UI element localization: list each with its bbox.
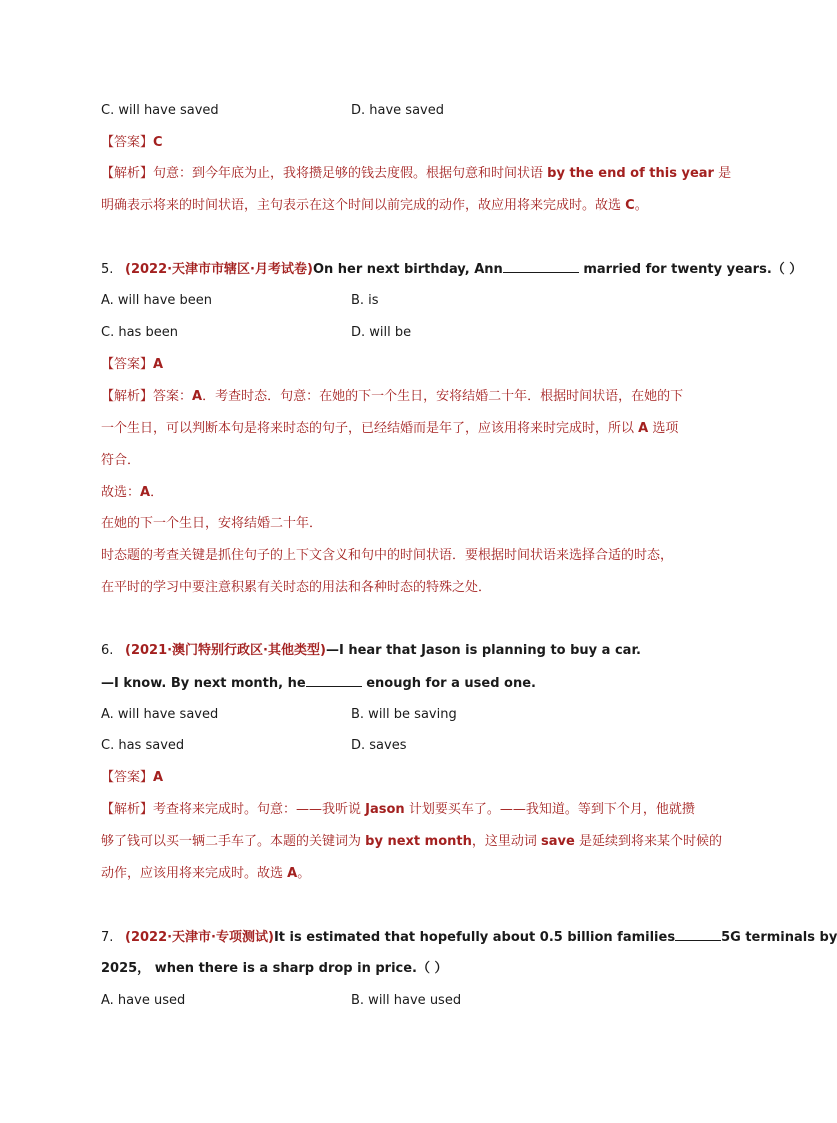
question-stem: —I know. By next month, he	[101, 676, 306, 691]
q5-option-d: D. will be	[351, 325, 412, 340]
question-stem: enough for a used one.	[361, 676, 536, 691]
analysis-text: 。	[297, 866, 311, 881]
analysis-text: 一个生日，可以判断本句是将来时态的句子，已经结婚而是年了，应该用将来时完成时，所以	[101, 421, 639, 436]
q7-option-b: B. will have used	[351, 993, 462, 1008]
q5-options-cd	[101, 324, 731, 342]
q7-stem-1	[101, 928, 837, 947]
q6-option-c: C. has saved	[101, 738, 185, 753]
q6-analysis-line-3	[101, 865, 731, 883]
analysis-label: 【解析】	[101, 802, 154, 817]
answer-blank	[503, 260, 579, 273]
q5-choice	[101, 484, 731, 502]
analysis-text: 句意：到今年底为止，我将攒足够的钱去度假。根据句意和时间状语	[153, 166, 548, 181]
analysis-keyword: by next month	[365, 834, 472, 849]
question-stem: It is estimated that hopefully about 0.5 billion families	[273, 930, 676, 945]
answer-label: 【答案】	[101, 770, 154, 785]
analysis-text: 计划要买车了。——我知道。等到下个月，他就攒	[404, 802, 695, 817]
question-number: 7.	[101, 930, 114, 945]
q6-option-d: D. saves	[351, 738, 407, 753]
analysis-text: 。	[634, 198, 648, 213]
analysis-keyword: save	[541, 834, 575, 849]
analysis-text: ，这里动词	[471, 834, 541, 849]
analysis-label: 【解析】	[101, 166, 154, 181]
q5-answer	[101, 356, 731, 374]
analysis-keyword: C	[625, 198, 635, 213]
q4-option-d: D. have saved	[351, 103, 444, 118]
analysis-text: 动作，应该用将来完成时。故选	[101, 866, 288, 881]
answer-value: A	[153, 357, 164, 372]
q5-analysis-line-2	[101, 420, 731, 438]
q6-options-ab	[101, 706, 731, 724]
q5-option-b: B. is	[351, 293, 379, 308]
analysis-keyword: A	[140, 485, 151, 500]
question-number: 6.	[101, 643, 114, 658]
q6-option-a: A. will have saved	[101, 707, 219, 722]
q6-answer	[101, 769, 731, 787]
analysis-keyword: A	[192, 389, 203, 404]
question-source: (2022·天津市·专项测试)	[125, 930, 274, 945]
question-source: (2022·天津市市辖区·月考试卷)	[125, 262, 313, 277]
q5-options-ab	[101, 292, 731, 310]
answer-value: A	[153, 770, 164, 785]
answer-value: C	[153, 135, 163, 150]
analysis-text: 在她的下一个生日，安将结婚二十年．	[101, 516, 323, 531]
q5-option-a: A. will have been	[101, 293, 213, 308]
q6-option-b: B. will be saving	[351, 707, 457, 722]
analysis-text: 是延续到将来某个时候的	[574, 834, 722, 849]
q6-stem-1	[101, 642, 731, 660]
q6-options-cd	[101, 737, 731, 755]
analysis-text: ．考查时态．句意：在她的下一个生日，安将结婚二十年．根据时间状语，在她的下	[202, 389, 684, 404]
question-stem: On her next birthday, Ann	[312, 262, 503, 277]
analysis-text: 考查将来完成时。句意：——我听说	[153, 802, 366, 817]
question-number: 5.	[101, 262, 114, 277]
analysis-text: 是	[713, 166, 732, 181]
q4-options-cd	[101, 102, 731, 120]
q6-analysis-line-1	[101, 801, 731, 819]
question-source: (2021·澳门特别行政区·其他类型)	[125, 643, 326, 658]
analysis-text: ．	[150, 485, 164, 500]
answer-label: 【答案】	[101, 357, 154, 372]
analysis-text: 答案：	[153, 389, 193, 404]
q4-analysis-line-2	[101, 197, 731, 215]
q5-extra-2	[101, 547, 731, 565]
q7-stem-2	[101, 960, 731, 978]
q7-option-a: A. have used	[101, 993, 186, 1008]
question-stem: 2025， when there is a sharp drop in price.（ ）	[101, 961, 448, 976]
analysis-keyword: A	[638, 421, 649, 436]
analysis-text: 符合．	[101, 453, 141, 468]
q4-option-c: C. will have saved	[101, 103, 219, 118]
question-stem: married for twenty years.（ ）	[578, 262, 803, 277]
q7-options-ab	[101, 992, 731, 1010]
analysis-keyword: Jason	[365, 802, 405, 817]
analysis-label: 【解析】	[101, 389, 154, 404]
question-stem: —I hear that Jason is planning to buy a car.	[325, 643, 641, 658]
answer-blank	[306, 674, 362, 687]
q4-analysis-line-1	[101, 165, 731, 183]
q5-extra-1	[101, 515, 731, 533]
analysis-text: 在平时的学习中要注意积累有关时态的用法和各种时态的特殊之处．	[101, 580, 492, 595]
q5-analysis-line-3	[101, 452, 731, 470]
q4-answer	[101, 134, 731, 152]
analysis-text: 明确表示将来的时间状语，主句表示在这个时间以前完成的动作，故应用将来完成时。故选	[101, 198, 626, 213]
q5-analysis-line-1	[101, 388, 731, 406]
analysis-keyword: by the end of this year	[547, 166, 714, 181]
q5-option-c: C. has been	[101, 325, 178, 340]
question-stem: 5G terminals by	[721, 930, 837, 945]
analysis-text: 选项	[648, 421, 679, 436]
q5-stem	[101, 260, 803, 279]
answer-blank	[675, 928, 721, 941]
analysis-text: 时态题的考查关键是抓住句子的上下文含义和句中的时间状语．要根据时间状语来选择合适的时态，	[101, 548, 674, 563]
q5-extra-3	[101, 579, 731, 597]
q6-analysis-line-2	[101, 833, 731, 851]
q6-stem-2	[101, 674, 731, 693]
analysis-text: 故选：	[101, 485, 141, 500]
analysis-keyword: A	[287, 866, 298, 881]
analysis-text: 够了钱可以买一辆二手车了。本题的关键词为	[101, 834, 366, 849]
answer-label: 【答案】	[101, 135, 154, 150]
